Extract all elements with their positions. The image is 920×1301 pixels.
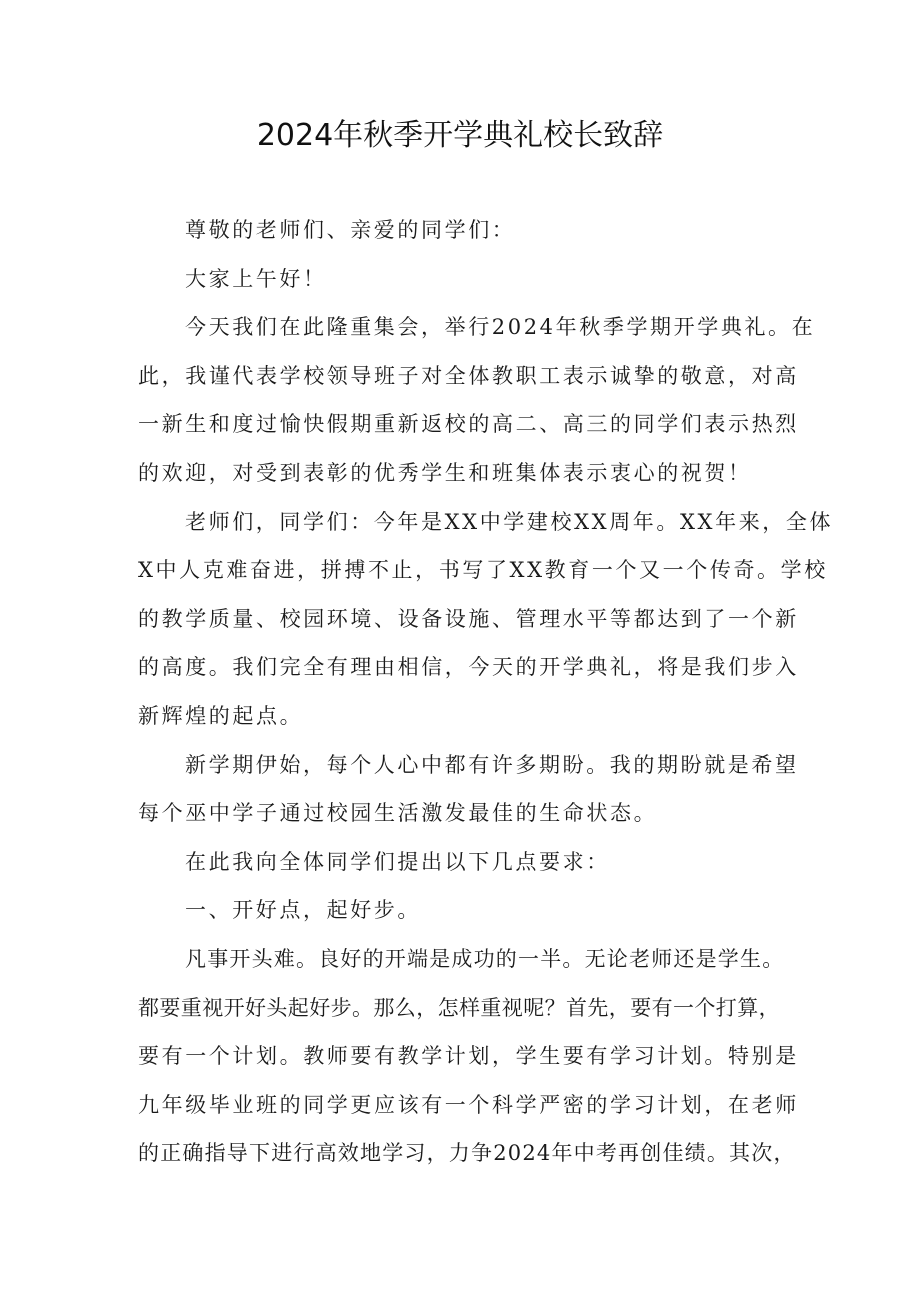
paragraph-line: 在此我向全体同学们提出以下几点要求： [185,849,610,874]
paragraph-line: 要有一个计划。教师要有教学计划，学生要有学习计划。特别是 [138,1044,799,1069]
paragraph-line: 此，我谨代表学校领导班子对全体教职工表示诚挚的敬意，对高 [138,363,799,388]
paragraph-line: 今天我们在此隆重集会，举行2024年秋季学期开学典礼。在 [185,315,816,340]
paragraph-line: 一新生和度过愉快假期重新返校的高二、高三的同学们表示热烈 [138,412,799,437]
paragraph-line: 凡事开头难。良好的开端是成功的一半。无论老师还是学生。 [185,946,785,971]
speech-body [138,206,834,1178]
paragraph-line: 的正确指导下进行高效地学习，力争2024年中考再创佳绩。其次， [138,1141,796,1166]
paragraph-line: 都要重视开好头起好步。那么，怎样重视呢？首先，要有一个打算， [138,995,780,1020]
paragraph-line: 每个巫中学子通过校园生活激发最佳的生命状态。 [138,801,658,826]
paragraph-line: 老师们，同学们：今年是XX中学建校XX周年。XX年来，全体 [185,509,834,534]
greeting-line: 大家上午好！ [185,266,327,291]
paragraph-line: 新辉煌的起点。 [138,703,304,728]
document-title: 2024年秋季开学典礼校长致辞 [256,118,664,153]
paragraph-line: 的教学质量、校园环境、设备设施、管理水平等都达到了一个新 [138,606,799,631]
paragraph-line: 九年级毕业班的同学更应该有一个科学严密的学习计划，在老师 [138,1092,799,1117]
paragraph-line: 新学期伊始，每个人心中都有许多期盼。我的期盼就是希望 [185,752,799,777]
paragraph-line: X中人克难奋进，拼搏不止，书写了XX教育一个又一个传奇。学校 [138,558,828,583]
paragraph-line: 的高度。我们完全有理由相信，今天的开学典礼，将是我们步入 [138,655,799,680]
section-heading: 一、开好点，起好步。 [185,898,421,923]
salutation-line: 尊敬的老师们、亲爱的同学们： [185,218,516,242]
paragraph-line: 的欢迎，对受到表彰的优秀学生和班集体表示衷心的祝贺！ [138,460,752,485]
